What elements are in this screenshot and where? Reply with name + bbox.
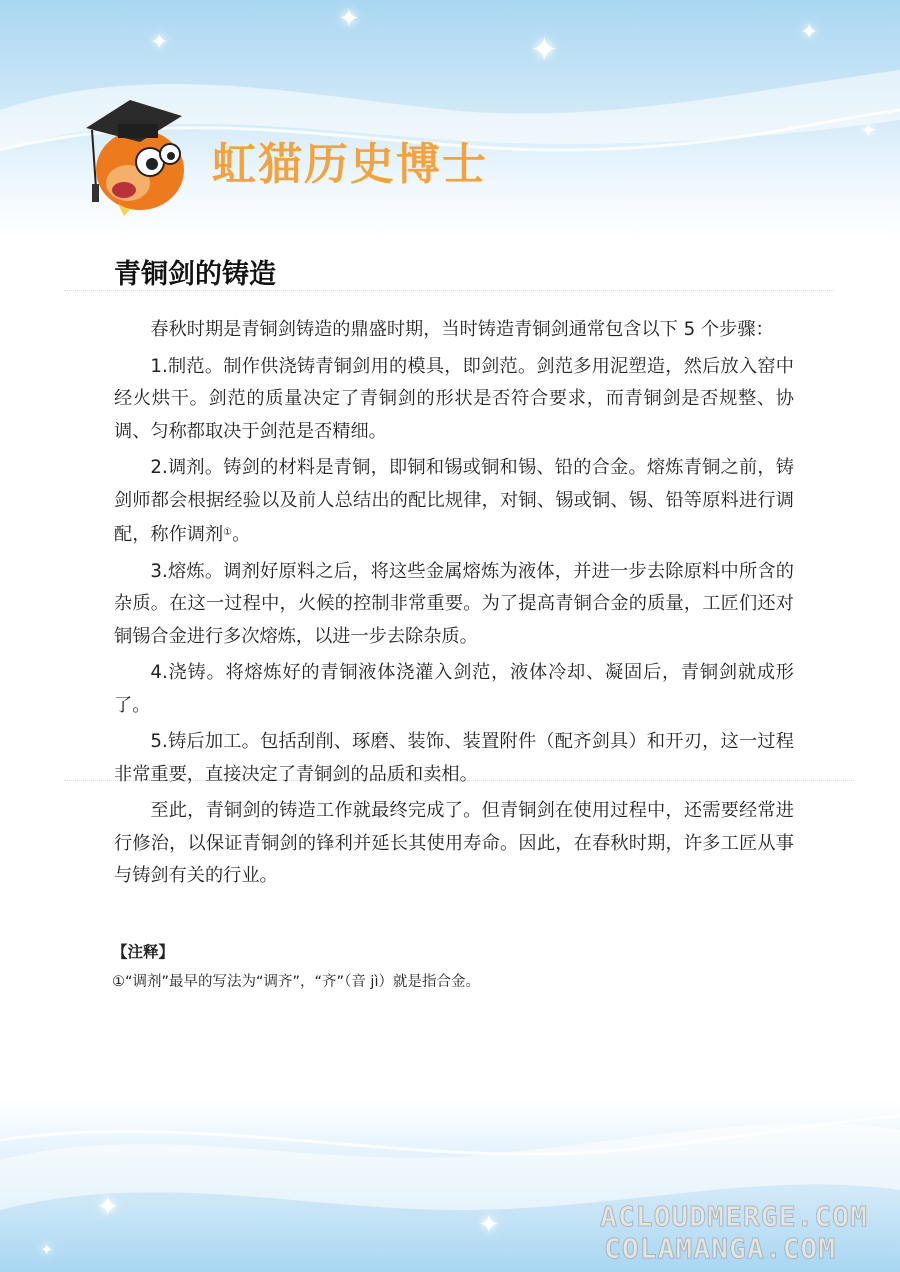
paragraph xyxy=(114,452,794,552)
paragraph: 5.铸后加工。包括刮削、琢磨、装饰、装置附件（配齐剑具）和开刃，这一过程非常重要，直接决定了青铜剑的品质和卖相。 xyxy=(114,731,794,785)
divider xyxy=(64,290,834,291)
sparkle-icon: ✦ xyxy=(338,4,360,34)
sparkle-icon: ✦ xyxy=(478,1210,500,1240)
watermark-text: COLAMANGA.COM xyxy=(604,1232,837,1265)
sparkle-icon: ✦ xyxy=(800,20,819,45)
paragraph: 1.制范。制作供浇铸青铜剑用的模具，即剑范。剑范多用泥塑造，然后放入窑中经火烘干。剑范的质量决定了青铜剑的形状是否符合要求，而青铜剑是否规整、协调、匀称都取决于剑范是否精细。 xyxy=(114,355,794,442)
footnote-marker: ① xyxy=(223,527,233,538)
paragraph-text: 2.调剂。铸剑的材料是青铜，即铜和锡或铜和锡、铅的合金。熔炼青铜之前，铸剑师都会根据经验以及前人总结出的配比规律，对铜、锡或铜、锡、铅等原料进行调配，称作调剂 xyxy=(114,457,794,545)
header-title: 虹猫历史博士 xyxy=(212,139,488,190)
sparkle-icon: ✦ xyxy=(40,1240,54,1259)
paragraph: 3.熔炼。调剂好原料之后，将这些金属熔炼为液体，并进一步去除原料中所含的杂质。在这一过程中，火候的控制非常重要。为了提高青铜合金的质量，工匠们还对铜锡合金进行多次熔炼，以进一步去除杂质。 xyxy=(114,560,794,647)
paragraph: 4.浇铸。将熔炼好的青铜液体浇灌入剑范，液体冷却、凝固后，青铜剑就成形了。 xyxy=(114,662,794,716)
article-title: 青铜剑的铸造 xyxy=(114,259,276,290)
article-body xyxy=(114,314,794,897)
sparkle-icon: ✦ xyxy=(96,1190,120,1223)
sparkle-icon: ✦ xyxy=(530,30,559,70)
sparkle-icon: ✦ xyxy=(150,30,169,55)
paragraph: 春秋时期是青铜剑铸造的鼎盛时期，当时铸造青铜剑通常包含以下 5 个步骤： xyxy=(150,319,774,340)
notes-section xyxy=(112,940,802,991)
paragraph: 至此，青铜剑的铸造工作就最终完成了。但青铜剑在使用过程中，还需要经常进行修治，以保证青铜剑的锋利并延长其使用寿命。因此，在春秋时期，许多工匠从事与铸剑有关的行业。 xyxy=(114,800,794,886)
watermark-text: ACLOUDMERGE.COM xyxy=(600,1200,868,1233)
footnote-item: ①“调剂”最早的写法为“调齐”，“齐”（音 jì）就是指合金。 xyxy=(112,974,480,990)
paragraph-text: 。 xyxy=(232,524,251,545)
sparkle-icon: ✦ xyxy=(860,118,877,142)
notes-heading: 【注释】 xyxy=(112,943,175,961)
mascot-cat-graduation-cap-icon xyxy=(78,88,208,218)
